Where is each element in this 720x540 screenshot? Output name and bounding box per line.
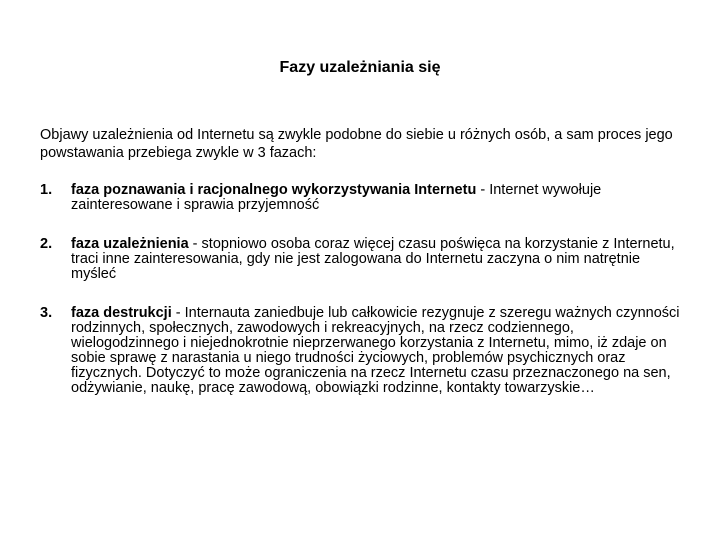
intro-paragraph: Objawy uzależnienia od Internetu są zwykle podobne do siebie u różnych osób, a sam proces jego powstawania przebiega zwykle w 3 fazach: [40,127,673,161]
phase-description: - Internauta zaniedbuje lub całkowicie rezygnuje z szeregu ważnych czynności rodzinnych, społecznych, zawodowych i rekreacyjnych, na rzecz codziennego, wielogodzinnego i niejednokrotnie nieprzerwanego korzystania z Internetu, mimo, iż zdaje on sobie sprawę z narastania u niego trudności życiowych, problemów psychicznych oraz fizycznych. Dotyczyć to może ograniczenia na rzecz Internetu czasu przeznaczonego na sen, odżywianie, naukę, pracę zawodową, obowiązki rodzinne, kontakty towarzyskie… [71,305,680,396]
slide-title: Fazy uzależniania się [279,59,441,76]
phase-description: - stopniowo osoba coraz więcej czasu poświęca na korzystanie z Internetu, traci inne zainteresowania, gdy nie jest zalogowana do Internetu zaczyna o nim natrętnie myśleć [71,236,675,282]
phase-name: faza destrukcji [71,305,172,321]
phase-name: faza poznawania i racjonalnego wykorzystywania Internetu [71,182,477,198]
phase-number: 3. [40,305,53,321]
phase-list [40,183,685,420]
phase-item [40,183,685,213]
phase-description: - Internet wywołuje zainteresowane i sprawia przyjemność [71,182,602,213]
phase-number: 2. [40,236,53,252]
phase-name: faza uzależnienia [71,236,189,252]
phase-number: 1. [40,182,53,198]
phase-item [40,237,685,282]
phase-item [40,306,685,396]
